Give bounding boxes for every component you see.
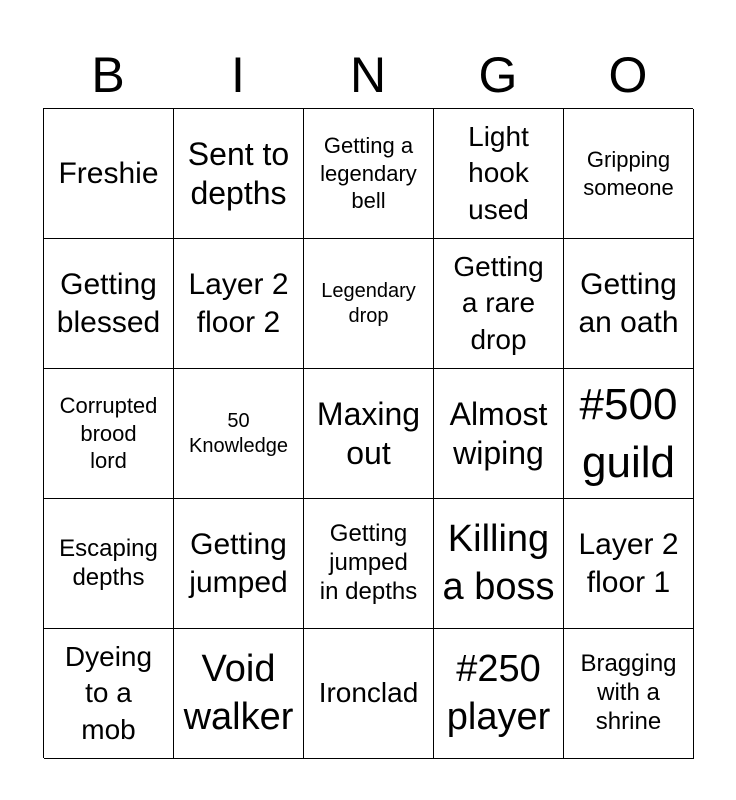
bingo-cell[interactable]: Almost wiping [434, 369, 564, 499]
header-letter-o: O [608, 47, 648, 103]
bingo-cell[interactable]: Layer 2 floor 2 [174, 239, 304, 369]
bingo-cell[interactable]: Legendary drop [304, 239, 434, 369]
bingo-cell[interactable]: Gripping someone [564, 109, 694, 239]
bingo-cell[interactable]: Killing a boss [434, 499, 564, 629]
bingo-cell[interactable]: Getting jumped in depths [304, 499, 434, 629]
bingo-cell[interactable]: Getting jumped [174, 499, 304, 629]
bingo-cell[interactable]: #500 guild [564, 369, 694, 499]
bingo-cell[interactable]: 50 Knowledge [174, 369, 304, 499]
bingo-cell[interactable]: Corrupted brood lord [44, 369, 174, 499]
bingo-cell[interactable]: Freshie [44, 109, 174, 239]
bingo-cell[interactable]: Maxing out [304, 369, 434, 499]
header-letter-b: B [91, 47, 125, 103]
bingo-cell[interactable]: Getting an oath [564, 239, 694, 369]
bingo-cell[interactable]: Ironclad [304, 629, 434, 759]
bingo-cell[interactable]: Layer 2 floor 1 [564, 499, 694, 629]
header-letter-i: I [231, 47, 245, 103]
bingo-cell[interactable]: Dyeing to a mob [44, 629, 174, 759]
header-letter-n: N [349, 47, 387, 103]
bingo-header [43, 42, 693, 108]
bingo-cell[interactable]: Escaping depths [44, 499, 174, 629]
bingo-cell[interactable]: Getting a legendary bell [304, 109, 434, 239]
bingo-board [43, 108, 693, 758]
bingo-cell[interactable]: Getting blessed [44, 239, 174, 369]
bingo-cell[interactable]: #250 player [434, 629, 564, 759]
bingo-cell[interactable]: Sent to depths [174, 109, 304, 239]
bingo-cell[interactable]: Void walker [174, 629, 304, 759]
header-letter-g: G [478, 47, 518, 103]
bingo-cell[interactable]: Getting a rare drop [434, 239, 564, 369]
bingo-cell[interactable]: Bragging with a shrine [564, 629, 694, 759]
bingo-cell[interactable]: Light hook used [434, 109, 564, 239]
